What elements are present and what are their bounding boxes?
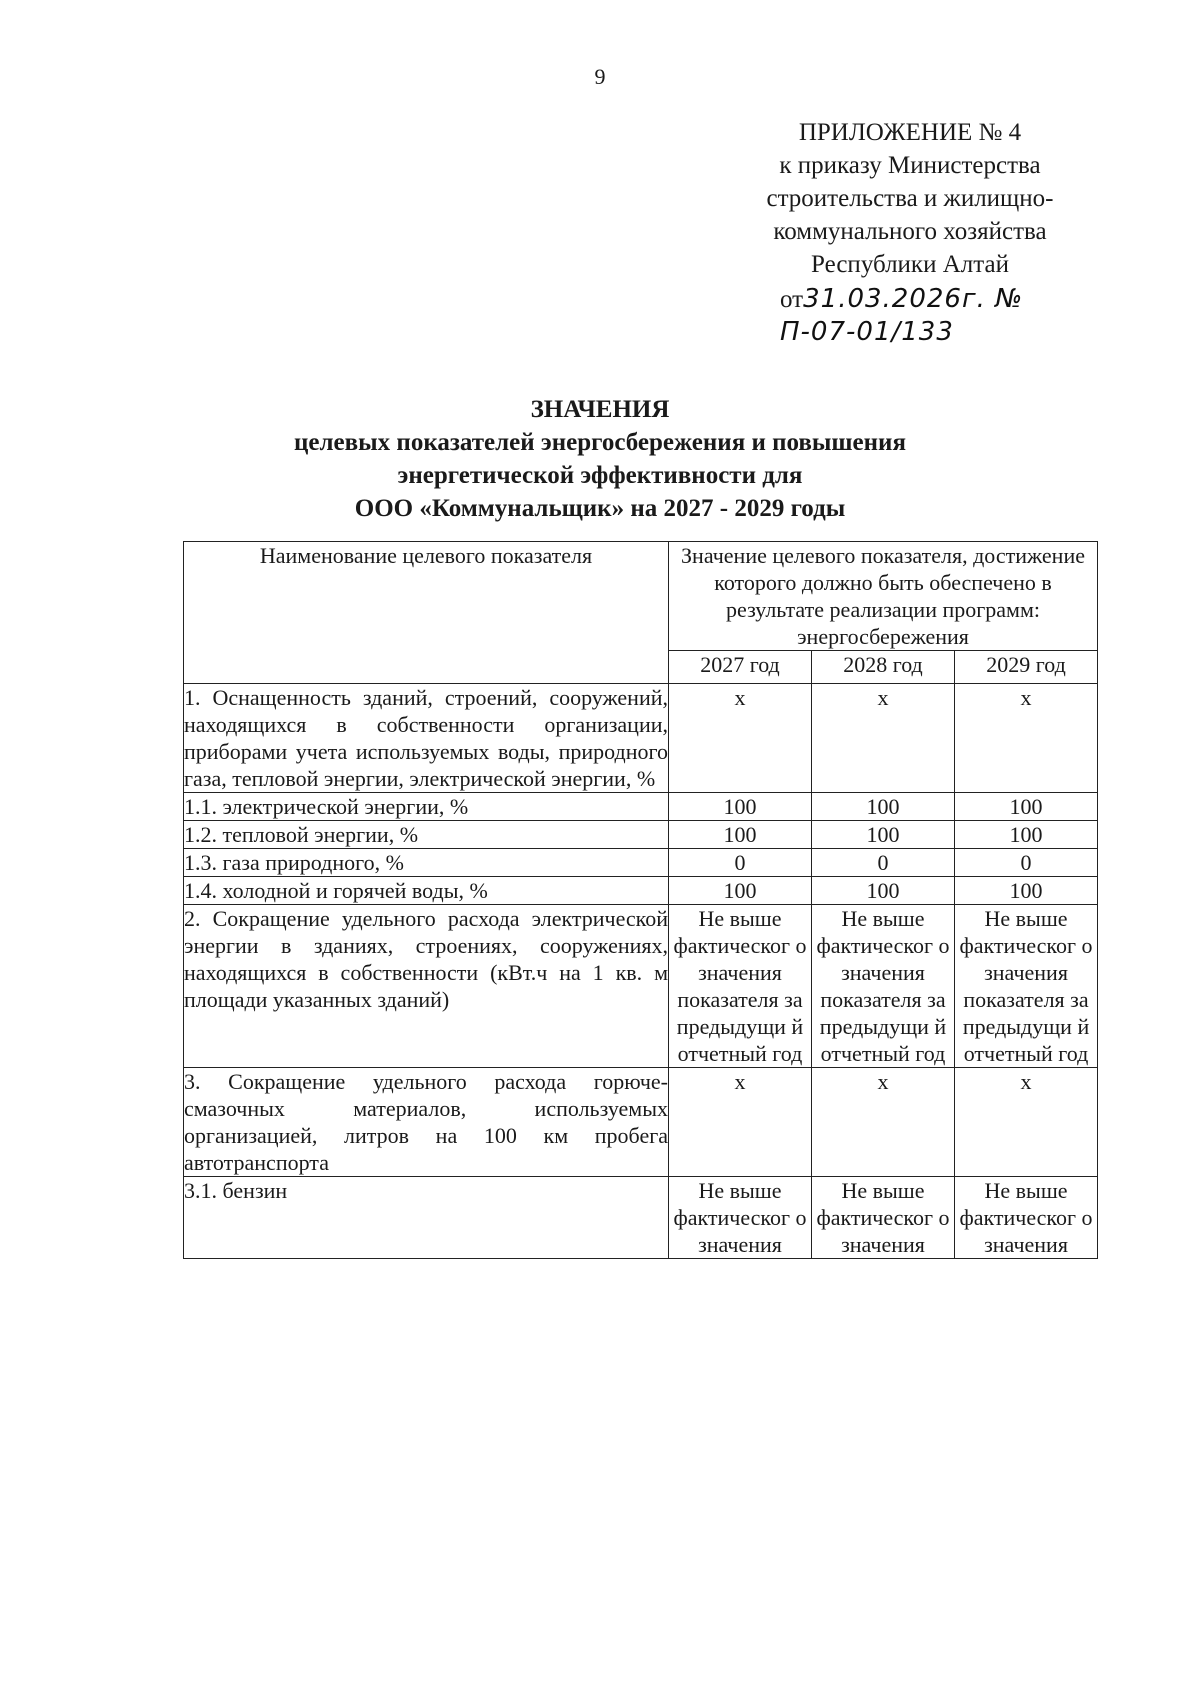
- document-title: [0, 393, 1200, 525]
- row-value-2027: 100: [669, 821, 812, 849]
- table-row: [184, 793, 1098, 821]
- header-indicator-name: Наименование целевого показателя: [184, 542, 669, 684]
- header-year-2029: 2029 год: [955, 651, 1098, 684]
- header-indicator-value: Значение целевого показателя, достижение которого должно быть обеспечено в результате реализации программ: энергосбережения: [669, 542, 1098, 651]
- row-value-2029: х: [955, 684, 1098, 793]
- appendix-title: ПРИЛОЖЕНИЕ № 4: [798, 119, 1022, 146]
- appendix-line-3: коммунального хозяйства: [773, 218, 1047, 245]
- row-value-2029: 100: [955, 793, 1098, 821]
- appendix-line-4: Республики Алтай: [811, 251, 1009, 278]
- row-value-2028: Не выше фактическог о значения: [812, 1177, 955, 1259]
- table-row: [184, 1068, 1098, 1177]
- table-row: [184, 1177, 1098, 1259]
- page-number: 9: [594, 64, 606, 89]
- row-name: 3. Сокращение удельного расхода горюче-смазочных материалов, используемых организацией, литров на 100 км пробега автотранспорта: [184, 1069, 668, 1175]
- appendix-header: [720, 116, 1100, 349]
- title-line-1: ЗНАЧЕНИЯ: [530, 396, 670, 423]
- row-value-2029: 100: [955, 821, 1098, 849]
- row-value-2027: Не выше фактическог о значения показателя за предыдущи й отчетный год: [669, 905, 812, 1068]
- row-value-2027: 100: [669, 877, 812, 905]
- handwritten-date-number: 31.03.2026г. № П-07-01/133: [780, 284, 1024, 347]
- date-prefix: от: [780, 286, 804, 313]
- row-value-2027: 0: [669, 849, 812, 877]
- appendix-line-2: строительства и жилищно-: [766, 185, 1054, 212]
- row-value-2028: 100: [812, 821, 955, 849]
- row-value-2028: 100: [812, 877, 955, 905]
- table-row: [184, 877, 1098, 905]
- table-row: [184, 849, 1098, 877]
- row-value-2027: 100: [669, 793, 812, 821]
- row-name: 1.2. тепловой энергии, %: [184, 821, 669, 849]
- table-row: [184, 684, 1098, 793]
- row-name: 2. Сокращение удельного расхода электрической энергии в зданиях, строениях, сооружениях, находящихся в собственности (кВт.ч на 1 кв. м площади указанных зданий): [184, 905, 669, 1068]
- row-value-2028: х: [812, 1068, 955, 1177]
- row-value-2029: Не выше фактическог о значения показателя за предыдущи й отчетный год: [955, 905, 1098, 1068]
- row-value-2027: х: [669, 684, 812, 793]
- row-name: 1.3. газа природного, %: [184, 849, 669, 877]
- row-name: 1.4. холодной и горячей воды, %: [184, 877, 669, 905]
- row-value-2028: х: [812, 684, 955, 793]
- title-line-2: целевых показателей энергосбережения и повышения: [294, 429, 906, 456]
- title-line-4: ООО «Коммунальщик» на 2027 - 2029 годы: [354, 495, 846, 522]
- header-year-2027: 2027 год: [669, 651, 812, 684]
- row-value-2029: х: [955, 1068, 1098, 1177]
- header-year-2028: 2028 год: [812, 651, 955, 684]
- row-value-2029: 0: [955, 849, 1098, 877]
- row-value-2029: Не выше фактическог о значения: [955, 1177, 1098, 1259]
- row-value-2028: 100: [812, 793, 955, 821]
- appendix-line-1: к приказу Министерства: [779, 152, 1041, 179]
- row-value-2027: х: [669, 1068, 812, 1177]
- appendix-date-line: [720, 283, 1100, 349]
- row-name: 1. Оснащенность зданий, строений, сооружений, находящихся в собственности организации, приборами учета используемых воды, природного газа, тепловой энергии, электрической энергии, %: [184, 685, 668, 791]
- row-value-2028: 0: [812, 849, 955, 877]
- title-line-3: энергетической эффективности для: [397, 462, 803, 489]
- indicators-table: [183, 541, 1098, 1259]
- table-row: [184, 821, 1098, 849]
- row-value-2028: Не выше фактическог о значения показателя за предыдущи й отчетный год: [812, 905, 955, 1068]
- row-value-2027: Не выше фактическог о значения: [669, 1177, 812, 1259]
- row-value-2029: 100: [955, 877, 1098, 905]
- table-row: [184, 905, 1098, 1068]
- row-name: 1.1. электрической энергии, %: [184, 793, 669, 821]
- row-name: 3.1. бензин: [184, 1177, 669, 1259]
